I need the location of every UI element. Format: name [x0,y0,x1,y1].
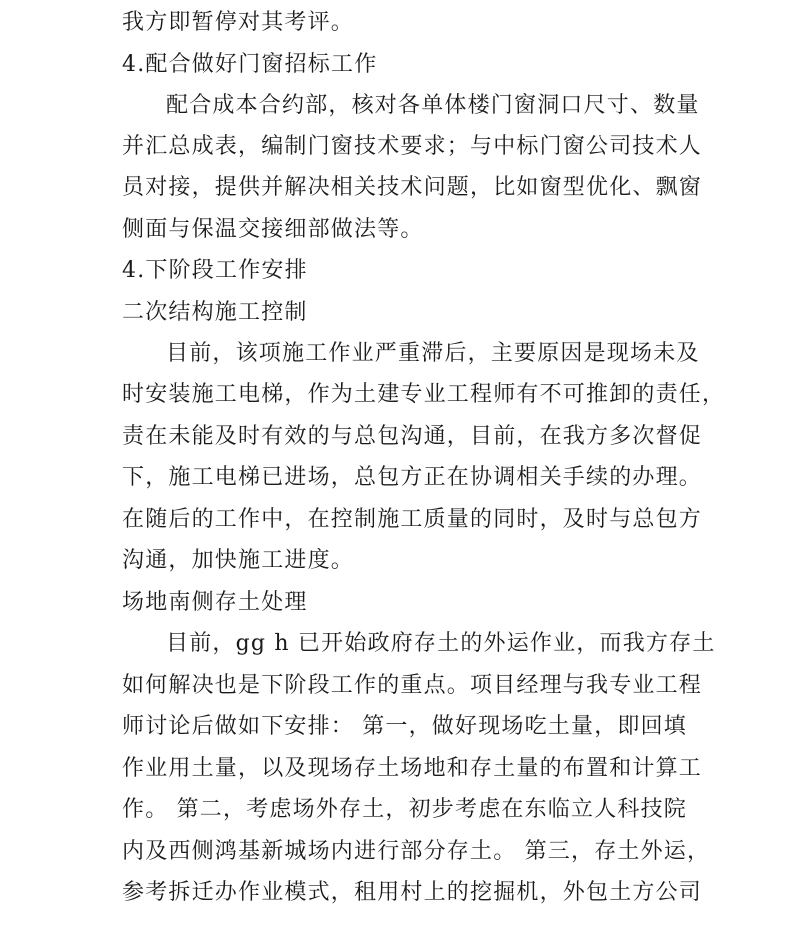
paragraph-first-line: 目前，gg h 已开始政府存土的外运作业，而我方存土 [166,631,716,656]
body-text-line: 作。 第二，考虑场外存土，初步考虑在东临立人科技院 [122,797,687,822]
body-text-line: 参考拆迁办作业模式，租用村上的挖掘机，外包土方公司 [122,880,703,905]
body-text-line: 下，施工电梯已进场，总包方正在协调相关手续的办理。 [122,465,703,490]
subsection-heading: 二次结构施工控制 [122,300,308,325]
body-text-line: 侧面与保温交接细部做法等。 [122,217,424,242]
section-heading: 4.下阶段工作安排 [122,258,308,283]
body-text-line: 作业用土量，以及现场存土场地和存土量的布置和计算工 [122,756,703,781]
body-text-line: 师讨论后做如下安排： 第一，做好现场吃土量，即回填 [122,714,687,739]
paragraph-first-line: 目前，该项施工作业严重滞后，主要原因是现场未及 [166,341,700,366]
body-text-line: 并汇总成表，编制门窗技术要求；与中标门窗公司技术人 [122,134,703,159]
body-text-line: 在随后的工作中，在控制施工质量的同时，及时与总包方 [122,507,703,532]
subsection-heading: 场地南侧存土处理 [122,590,308,615]
body-text-line: 沟通，加快施工进度。 [122,548,355,573]
body-text-line: 时安装施工电梯，作为土建专业工程师有不可推卸的责任， [122,382,726,407]
body-text-line: 如何解决也是下阶段工作的重点。项目经理与我专业工程 [122,673,703,698]
section-heading: 4.配合做好门窗招标工作 [122,52,378,77]
body-text-line: 责在未能及时有效的与总包沟通，目前，在我方多次督促 [122,424,703,449]
body-text-line: 我方即暂停对其考评。 [122,10,355,35]
body-text-line: 员对接，提供并解决相关技术问题，比如窗型优化、飘窗 [122,175,703,200]
body-text-line: 内及西侧鸿基新城场内进行部分存土。 第三，存土外运， [122,839,711,864]
paragraph-first-line: 配合成本合约部，核对各单体楼门窗洞口尺寸、数量 [166,93,700,118]
